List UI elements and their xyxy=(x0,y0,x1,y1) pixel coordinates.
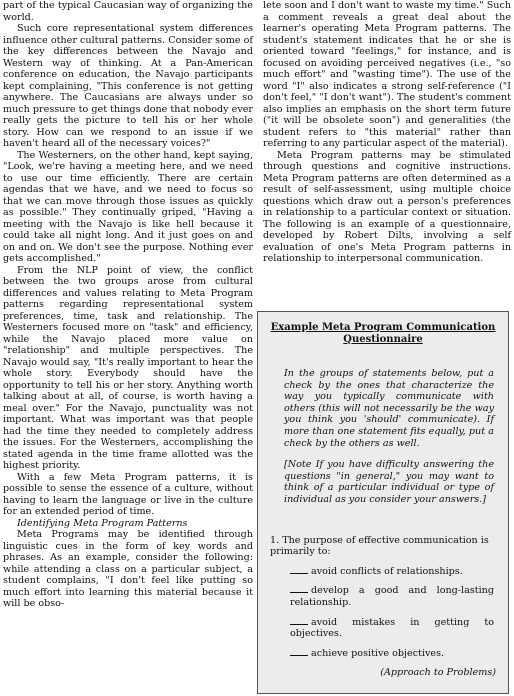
checkbox-blank[interactable] xyxy=(290,565,308,574)
paragraph: lete soon and I don't want to waste my time." Such a comment reveals a great deal about the learner's operating Meta Program patterns. The student's statement indicates that he or she is oriented toward "feelings," for instance, and is focused on avoiding perceived negatives (i.e., "so much effort" and "wasting time"). The use of the word "I" also indicates a strong self-reference ("I don't feel," "I don't want"). The student's comment also implies an emphasis on the short term future ("it will be obsolete soon") and generalities (the student refers to "this material" rather than referring to any particular aspect of the material). xyxy=(263,0,511,149)
right-column xyxy=(263,0,511,265)
paragraph: Such core representational system differences influence other cultural patterns. Consider some of the key differences between the Navajo and Western way of thinking. At a Pan-American conference on education, the Navajo participants kept complaining, "This conference is not getting anywhere. The Caucasians are always under so much pressure to get things done that nobody ever really gets the picture to tell his or her whole story. How can we respond to an issue if we haven't heard all of the necessary voices?" xyxy=(3,23,253,149)
questionnaire-note: [Note If you have difficulty answering the questions "in general," you may want to think of a particular individual or type of individual as you consider your answers.] xyxy=(284,459,494,505)
option-item xyxy=(290,616,494,640)
section-heading: Identifying Meta Program Patterns xyxy=(17,517,188,529)
source-label: (Approach to Problems) xyxy=(380,667,496,679)
option-label: avoid conflicts of relationships. xyxy=(311,565,463,577)
paragraph: With a few Meta Program patterns, it is possible to sense the essence of a culture, without having to learn the language or live in the culture for an extended period of time. xyxy=(3,471,253,517)
option-item xyxy=(290,647,494,660)
checkbox-blank[interactable] xyxy=(290,647,308,656)
option-label: develop a good and long-lasting relationship. xyxy=(290,585,494,608)
option-item xyxy=(290,565,494,578)
option-item xyxy=(290,584,494,608)
question-text: 1. The purpose of effective communication is primarily to: xyxy=(270,534,489,558)
questionnaire-title: Example Meta Program Communication Questionnaire xyxy=(270,322,496,345)
checkbox-blank[interactable] xyxy=(290,616,308,625)
paragraph: From the NLP point of view, the conflict between the two groups arose from cultural differences and values relating to Meta Program patterns regarding representational system preferences, time, task and relationship. The Westerners focused more on "task" and efficiency, while the Navajo placed more value on "relationship" and multiple perspectives. The Navajo would say, "It's really important to hear the whole story. Everybody should have the opportunity to tell his or her story. Anything worth talking about at all, of course, is worth having a meal over." For the Navajo, punctuality was not important. What was important was that people had the time they needed to completely address the issues. For the Westerners, accomplishing the stated agenda in the time frame allotted was the highest priority. xyxy=(3,264,253,471)
questionnaire-box xyxy=(257,311,509,694)
paragraph: part of the typical Caucasian way of organizing the world. xyxy=(3,0,253,23)
paragraph: Meta Programs may be identified through linguistic cues in the form of key words and phrases. As an example, consider the following: while attending a class on a particular subject, a student complains, "I don't feel like putting so much effort into learning this material because it will be obso- xyxy=(3,529,253,609)
paragraph: Meta Program patterns may be stimulated through questions and cognitive instructions. Meta Program patterns are often determined as a result of self-assessment, using multiple choice questions which draw out a person's preferences in relationship to a particular context or situation. The following is an example of a questionnaire, developed by Robert Dilts, involving a self evaluation of one's Meta Program patterns in relationship to interpersonal communication. xyxy=(263,149,511,264)
paragraph: The Westerners, on the other hand, kept saying, "Look, we're having a meeting here, and we need to use our time efficiently. There are certain agendas that we have, and we need to focus so that we can move through those issues as quickly as possible." They continually griped, "Having a meeting with the Navajo is like hell because it could take all night long. And it just goes on and on and on. We don't see the purpose. Nothing ever gets accomplished." xyxy=(3,149,253,264)
checkbox-blank[interactable] xyxy=(290,584,308,593)
questionnaire-instructions: In the groups of statements below, put a check by the ones that characterize the way you typically communicate with others (this will not necessarily be the way you think you 'should' communicate). If more than one statement fits equally, put a check by the others as well. xyxy=(284,368,494,449)
left-column xyxy=(3,0,253,610)
option-label: achieve positive objectives. xyxy=(311,647,445,659)
option-label: avoid mistakes in getting to objectives. xyxy=(290,616,494,640)
